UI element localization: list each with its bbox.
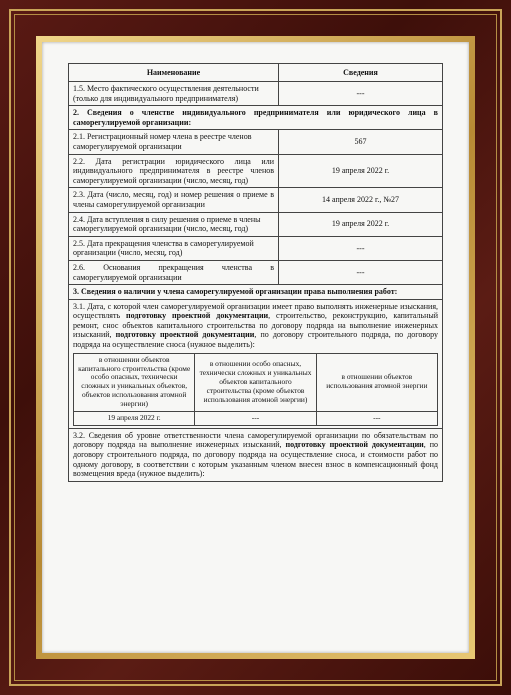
text-run: , по договору строительного подряда, по договору подряда на осуществление сноса, и стоимости работ по одному договору, в соответствии с которым указанным членом внесен взнос в компенсационный фонд возмещения вреда (нужное выделить):: [73, 440, 439, 479]
table-row: [69, 188, 443, 212]
inner-header-cell: в отношении объектов капитального строительства (кроме особо опасных, технически сложных и уникальных объектов, объектов использования атомной энергии): [74, 353, 195, 411]
table-row: [69, 130, 443, 154]
column-header-info: Сведения: [279, 64, 443, 82]
table-row: [69, 154, 443, 188]
row-value: 19 апреля 2022 г.: [279, 212, 443, 236]
work-rights-table: [73, 353, 438, 426]
section-heading: 2. Сведения о членстве индивидуального предпринимателя или юридического лица в саморегулируемой организации:: [69, 106, 443, 130]
row-value: 567: [279, 130, 443, 154]
table-row: [69, 236, 443, 260]
inner-header-cell: в отношении особо опасных, технически сложных и уникальных объектов капитального строительства (кроме объектов использования атомной энергии): [195, 353, 316, 411]
certificate-document: [68, 63, 443, 482]
paragraph-3-2: [69, 428, 443, 481]
table-row: [69, 260, 443, 284]
paragraph-3-1: [69, 299, 443, 428]
text-run-bold: подготовку проектной документации: [115, 330, 255, 340]
inner-value-row: [74, 411, 438, 425]
row-label: 2.1. Регистрационный номер члена в реестре членов саморегулируемой организации: [69, 130, 279, 154]
text-run-bold: подготовку проектной документации: [285, 440, 424, 450]
table-row: [69, 82, 443, 106]
table-header-row: [69, 64, 443, 82]
text-run: , строительство, реконструкцию, капитальный ремонт, снос объектов капитального строительства по договору подряда на выполнение инженерных изысканий,: [73, 311, 438, 340]
inner-value-cell: 19 апреля 2022 г.: [74, 411, 195, 425]
table-row: [69, 299, 443, 428]
row-label: 2.3. Дата (число, месяц, год) и номер решения о приеме в члены саморегулируемой организации: [69, 188, 279, 212]
row-label: 2.6. Основания прекращения членства в саморегулируемой организации: [69, 260, 279, 284]
section-heading: 3. Сведения о наличии у члена саморегулируемой организации права выполнения работ:: [69, 285, 443, 300]
paragraph-text: [73, 302, 438, 350]
row-value: ---: [279, 260, 443, 284]
inner-value-cell: ---: [195, 411, 316, 425]
row-label: 2.2. Дата регистрации юридического лица или индивидуального предпринимателя в реестре членов саморегулируемой организации (число, месяц, год): [69, 154, 279, 188]
inner-header-cell: в отношении объектов использования атомной энергии: [316, 353, 437, 411]
text-run: 3.1. Дата, с которой член саморегулируемой организации имеет право выполнять инженерные изыскания, осуществлять: [73, 301, 438, 321]
section-row: [69, 285, 443, 300]
text-run: 3.2. Сведения об уровне ответственности члена саморегулируемой организации по обязательствам по договору подряда на выполнение инженерных изысканий,: [73, 430, 438, 450]
row-label: 2.4. Дата вступления в силу решения о приеме в члены саморегулируемой организации (число, месяц, год): [69, 212, 279, 236]
inner-header-row: [74, 353, 438, 411]
table-row: [69, 428, 443, 481]
section-row: [69, 106, 443, 130]
row-label: 2.5. Дата прекращения членства в саморегулируемой организации (число, месяц, год): [69, 236, 279, 260]
row-label: 1.5. Место фактического осуществления деятельности (только для индивидуального предпринимателя): [69, 82, 279, 106]
table-row: [69, 212, 443, 236]
row-value: ---: [279, 236, 443, 260]
text-run-bold: подготовку проектной документации: [125, 311, 269, 321]
row-value: ---: [279, 82, 443, 106]
column-header-name: Наименование: [69, 64, 279, 82]
row-value: 14 апреля 2022 г., №27: [279, 188, 443, 212]
inner-value-cell: ---: [316, 411, 437, 425]
info-table: [68, 63, 443, 482]
row-value: 19 апреля 2022 г.: [279, 154, 443, 188]
text-run: , по договору строительного подряда, по договору подряда на осуществление сноса (нужное выделить):: [73, 330, 438, 350]
